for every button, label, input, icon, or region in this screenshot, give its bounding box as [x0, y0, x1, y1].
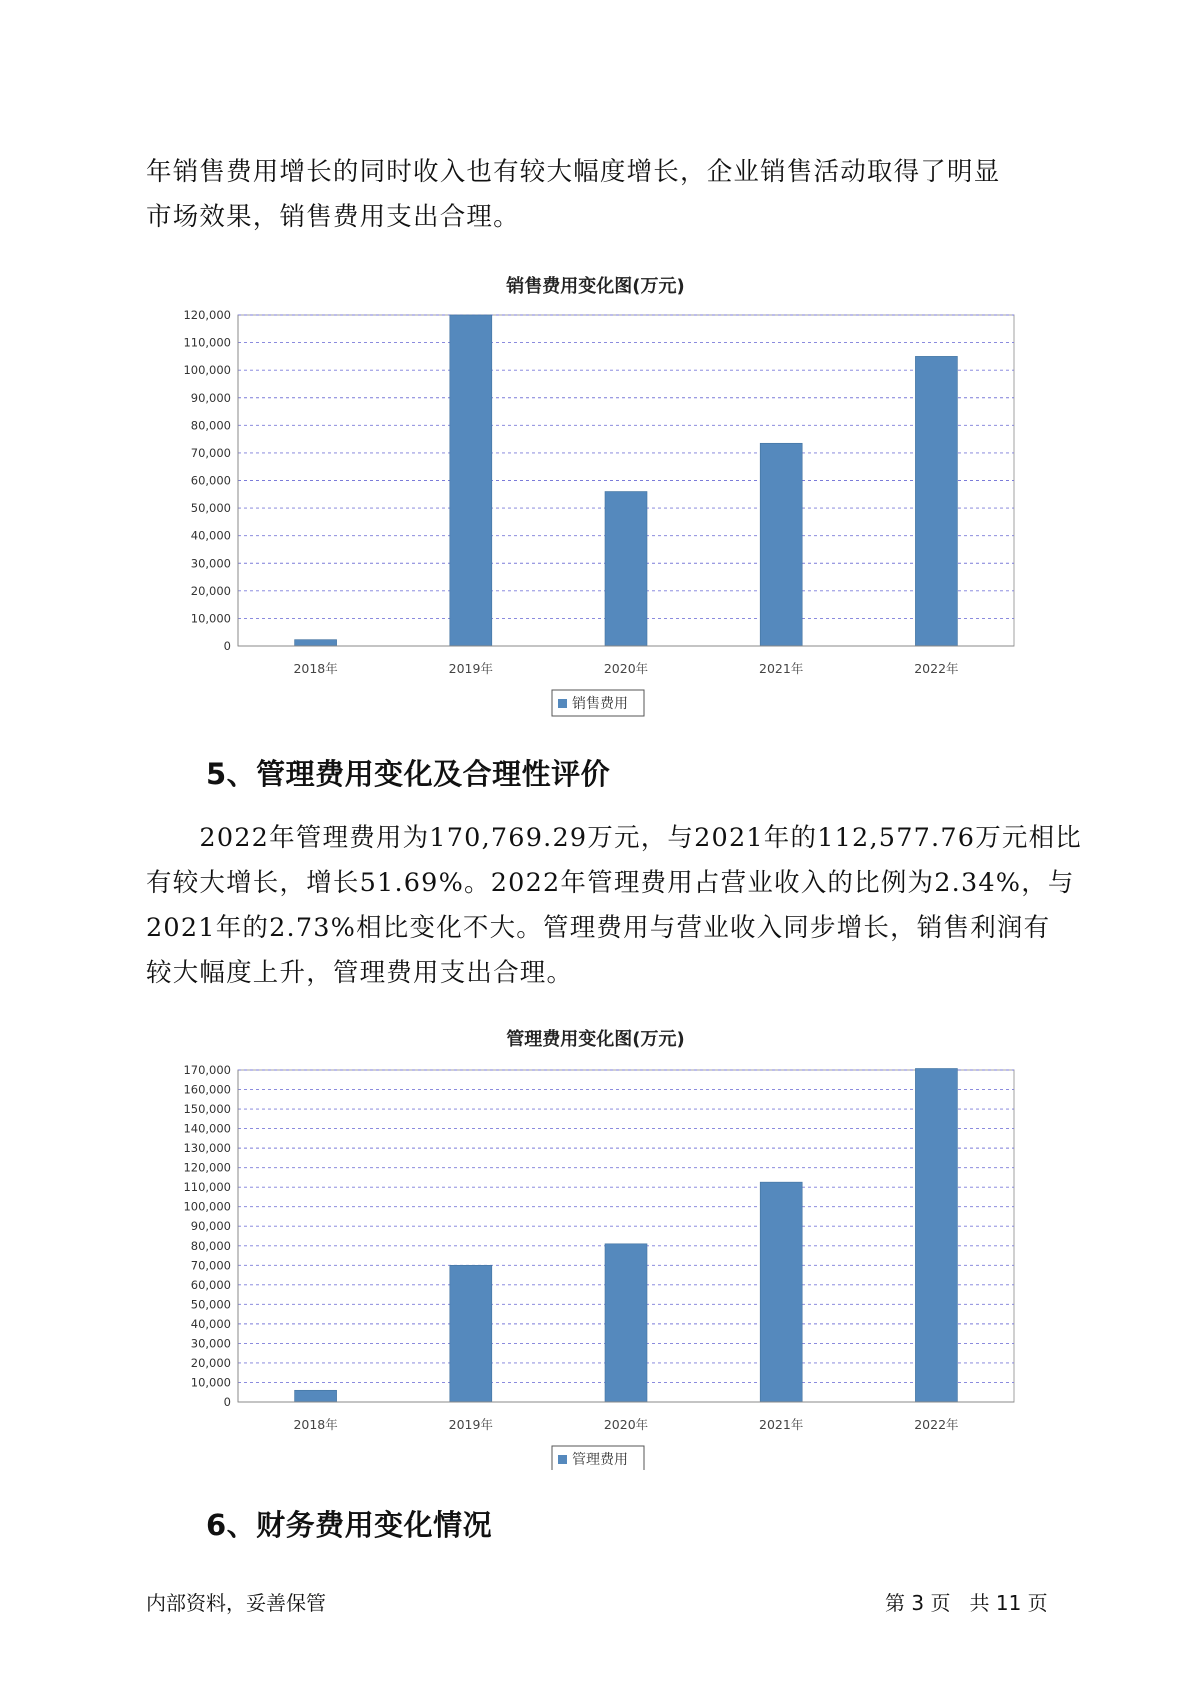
legend-swatch	[558, 1455, 567, 1464]
paragraph-line: 2021年的2.73%相比变化不大。管理费用与营业收入同步增长，销售利润有	[146, 913, 1051, 943]
bar	[450, 1265, 492, 1402]
bar	[605, 1244, 647, 1402]
legend-swatch	[558, 699, 567, 708]
y-tick-label: 0	[223, 639, 231, 653]
chart-title-sales: 销售费用变化图(万元)	[506, 276, 685, 297]
y-tick-label: 160,000	[183, 1082, 231, 1097]
y-tick-label: 130,000	[183, 1141, 231, 1156]
y-tick-label: 50,000	[190, 1297, 231, 1312]
sales-expense-chart	[0, 300, 1191, 720]
paragraph-line: 年销售费用增长的同时收入也有较大幅度增长，企业销售活动取得了明显	[146, 157, 1001, 187]
x-tick-label: 2022年	[914, 661, 959, 676]
x-tick-label: 2020年	[603, 1417, 649, 1432]
y-tick-label: 50,000	[190, 501, 231, 516]
y-tick-label: 10,000	[190, 1375, 231, 1390]
y-tick-label: 100,000	[183, 1199, 231, 1214]
x-tick-label: 2022年	[914, 1417, 959, 1432]
bar	[295, 1390, 337, 1402]
intro-paragraph	[146, 150, 1046, 240]
legend-label: 销售费用	[572, 696, 628, 712]
bar	[760, 443, 802, 646]
x-tick-label: 2019年	[448, 661, 493, 676]
y-tick-label: 80,000	[190, 418, 231, 433]
y-tick-label: 60,000	[190, 473, 231, 488]
y-tick-label: 0	[223, 1395, 231, 1409]
admin-expense-chart	[0, 1050, 1191, 1470]
y-tick-label: 100,000	[183, 363, 231, 378]
bar	[760, 1182, 802, 1402]
bar	[915, 1068, 957, 1402]
y-tick-label: 120,000	[183, 1160, 231, 1175]
y-tick-label: 20,000	[190, 1355, 231, 1370]
y-tick-label: 110,000	[183, 1180, 231, 1195]
y-tick-label: 20,000	[190, 583, 231, 598]
y-tick-label: 80,000	[190, 1238, 231, 1253]
paragraph-line: 有较大增长，增长51.69%。2022年管理费用占营业收入的比例为2.34%，与	[146, 868, 1075, 898]
y-tick-label: 120,000	[183, 308, 231, 322]
y-tick-label: 110,000	[183, 335, 231, 350]
x-tick-label: 2020年	[603, 661, 649, 676]
x-tick-label: 2018年	[293, 1417, 338, 1432]
y-tick-label: 40,000	[190, 1316, 231, 1331]
bar	[605, 492, 647, 646]
chart-title-admin: 管理费用变化图(万元)	[506, 1029, 685, 1050]
y-tick-label: 150,000	[183, 1102, 231, 1117]
bar	[295, 640, 337, 646]
y-tick-label: 90,000	[190, 390, 231, 405]
x-tick-label: 2019年	[448, 1417, 493, 1432]
footer-confidential: 内部资料，妥善保管	[146, 1591, 326, 1615]
y-tick-label: 90,000	[190, 1219, 231, 1234]
y-tick-label: 140,000	[183, 1121, 231, 1136]
y-tick-label: 40,000	[190, 528, 231, 543]
y-tick-label: 170,000	[183, 1063, 231, 1077]
bar	[450, 315, 492, 646]
section-5-heading: 5、管理费用变化及合理性评价	[206, 757, 611, 791]
bar	[915, 356, 957, 646]
section-6-heading: 6、财务费用变化情况	[206, 1508, 493, 1542]
y-tick-label: 60,000	[190, 1277, 231, 1292]
page-number: 第 3 页 共 11 页	[885, 1591, 1048, 1615]
y-tick-label: 10,000	[190, 611, 231, 626]
paragraph-line: 2022年管理费用为170,769.29万元，与2021年的112,577.76万元相比	[146, 823, 1082, 853]
x-tick-label: 2021年	[759, 1417, 804, 1432]
legend-label: 管理费用	[572, 1452, 628, 1468]
y-tick-label: 70,000	[190, 445, 231, 460]
y-tick-label: 30,000	[190, 1336, 231, 1351]
paragraph-line: 市场效果，销售费用支出合理。	[146, 202, 520, 232]
section-5-paragraph	[146, 816, 1082, 996]
y-tick-label: 70,000	[190, 1258, 231, 1273]
y-tick-label: 30,000	[190, 556, 231, 571]
x-tick-label: 2018年	[293, 661, 338, 676]
x-tick-label: 2021年	[759, 661, 804, 676]
paragraph-line: 较大幅度上升，管理费用支出合理。	[146, 958, 574, 988]
